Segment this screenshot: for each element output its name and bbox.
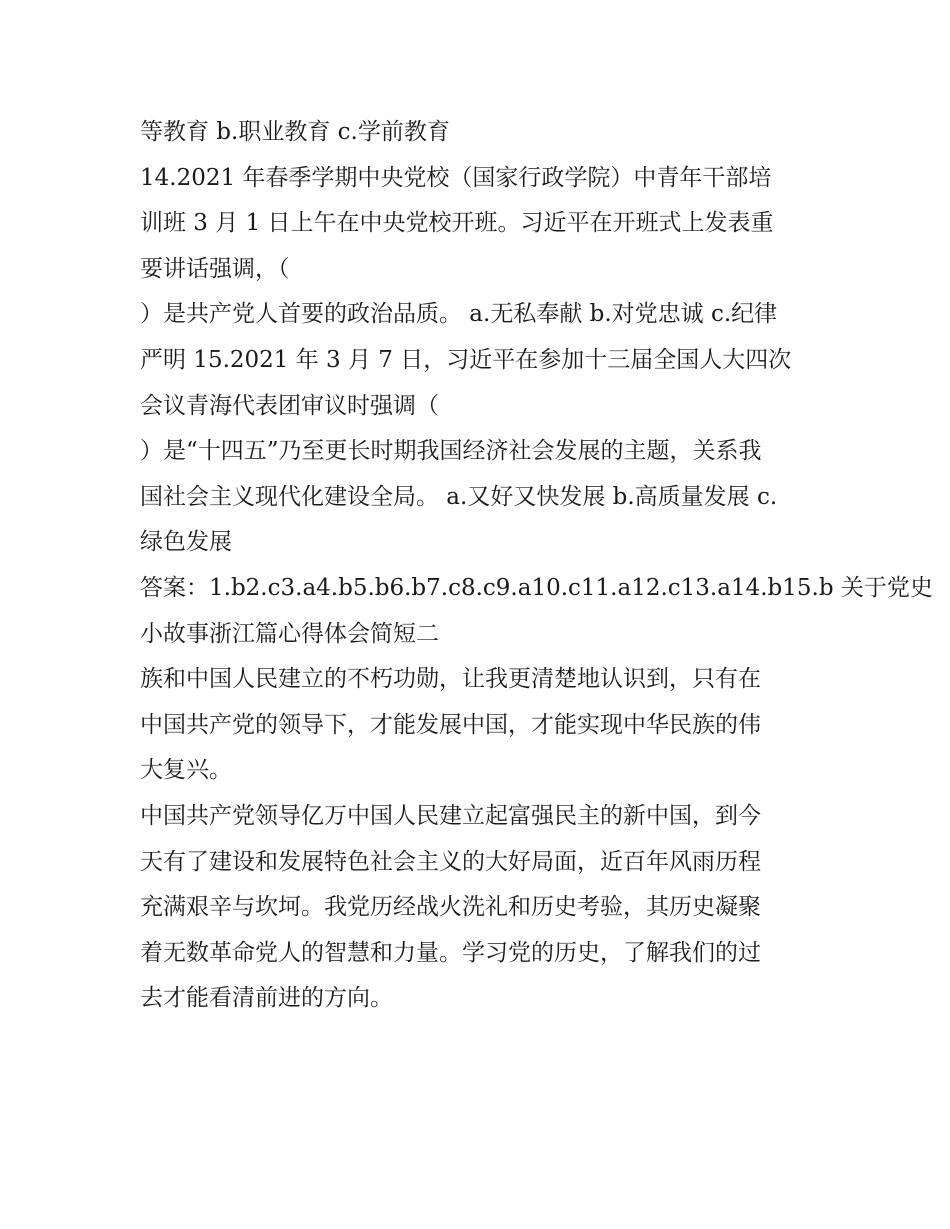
text-line: 国社会主义现代化建设全局。 a.又好又快发展 b.高质量发展 c. (140, 483, 778, 510)
text-line: ）是“十四五”乃至更长时期我国经济社会发展的主题，关系我 (140, 438, 762, 465)
text-line: 大复兴。 (140, 757, 232, 784)
text-line: 着无数革命党人的智慧和力量。学习党的历史，了解我们的过 (140, 939, 761, 966)
text-line: 中国共产党领导亿万中国人民建立起富强民主的新中国，到今 (140, 802, 761, 829)
text-line: 小故事浙江篇心得体会简短二 (140, 620, 439, 647)
text-line: 训班 3 月 1 日上午在中央党校开班。习近平在开班式上发表重 (140, 210, 774, 237)
text-line: 充满艰辛与坎坷。我党历经战火洗礼和历史考验，其历史凝聚 (140, 894, 761, 921)
text-line: 族和中国人民建立的不朽功勋，让我更清楚地认识到，只有在 (140, 666, 761, 693)
text-line: ）是共产党人首要的政治品质。 a.无私奉献 b.对党忠诚 c.纪律 (140, 301, 778, 328)
text-line: 中国共产党的领导下，才能发展中国，才能实现中华民族的伟 (140, 711, 761, 738)
text-line: 要讲话强调，（ (140, 255, 290, 282)
text-line: 答案：1.b2.c3.a4.b5.b6.b7.c8.c9.a10.c11.a12.c13.a14.b15.b 关于党史 (140, 574, 933, 601)
text-line: 绿色发展 (140, 529, 232, 556)
text-line: 天有了建设和发展特色社会主义的大好局面，近百年风雨历程 (140, 848, 761, 875)
text-line: 等教育 b.职业教育 c.学前教育 (140, 119, 450, 145)
text-line: 严明 15.2021 年 3 月 7 日，习近平在参加十三届全国人大四次 (140, 346, 792, 373)
document-body (140, 110, 933, 1022)
text-line: 会议青海代表团审议时强调（ (140, 392, 439, 419)
text-line: 14.2021 年春季学期中央党校（国家行政学院）中青年干部培 (140, 164, 772, 191)
text-line: 去才能看清前进的方向。 (140, 985, 393, 1012)
